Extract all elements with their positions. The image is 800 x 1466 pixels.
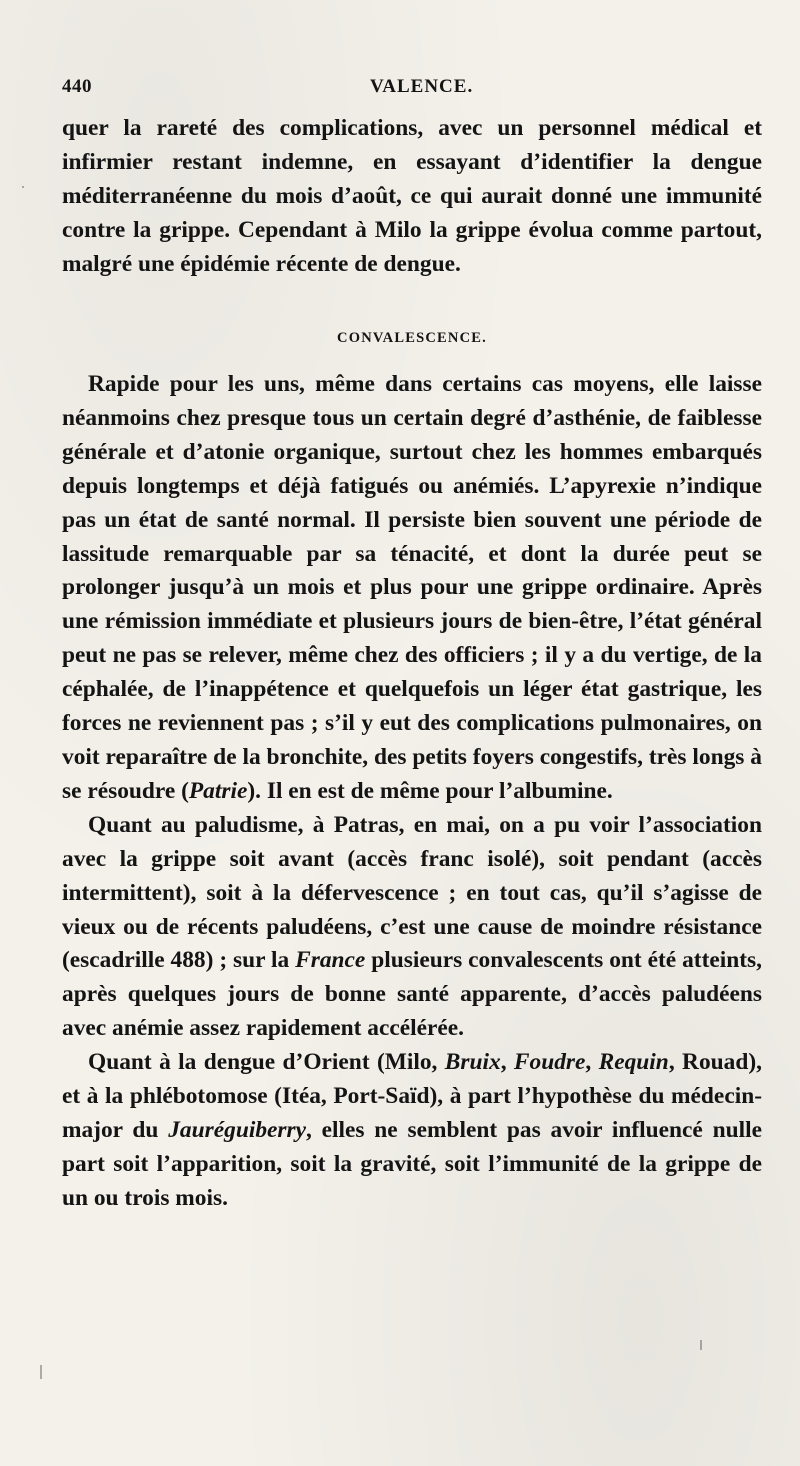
paragraph-dengue bbox=[62, 1046, 762, 1216]
paragraph-text: ). Il en est de même pour l’albumine. bbox=[247, 777, 613, 804]
ship-name: Requin bbox=[598, 1049, 669, 1076]
text-block-main bbox=[62, 368, 762, 1216]
ship-name: France bbox=[295, 947, 366, 974]
paragraph-convalescence bbox=[62, 368, 762, 809]
separator: , bbox=[585, 1049, 599, 1076]
page-number: 440 bbox=[62, 76, 92, 97]
running-title: VALENCE. bbox=[370, 76, 474, 97]
scan-speck bbox=[40, 1365, 42, 1379]
ship-name: Patrie bbox=[188, 777, 248, 804]
paragraph-paludisme bbox=[62, 809, 762, 1046]
running-head bbox=[62, 76, 762, 106]
section-heading: CONVALESCENCE. bbox=[337, 330, 487, 346]
scan-speck bbox=[22, 186, 24, 188]
paragraph-continued: quer la rareté des complications, avec un personnel médical et infirmier restant indemne, en essayant d’identifier la dengue méditerranéenne du mois d’août, ce qui aurait donné une immunité contre la grippe. Cependant à Milo la grippe évolua comme partout, malgré une épidémie récente de dengue. bbox=[62, 115, 762, 277]
ship-name: Foudre bbox=[513, 1049, 586, 1076]
ship-name: Bruix bbox=[444, 1049, 501, 1076]
paragraph-text: Quant à la dengue d’Orient (Milo, bbox=[88, 1049, 445, 1076]
paragraph-text: Rapide pour les uns, même dans certains cas moyens, elle laisse néanmoins chez presque tous un certain degré d’asthénie, de faiblesse générale et d’atonie organique, surtout chez les hommes embarqués depuis longtemps et déjà fatigués ou anémiés. L’apyrexie n’indique pas un état de santé normal. Il persiste bien souvent une période de lassitude remarquable par sa ténacité, et dont la durée peut se prolonger jusqu’à un mois et plus pour une grippe ordinaire. Après une rémission immédiate et plusieurs jours de bien-être, l’état général peut ne pas se relever, même chez des officiers ; il y a du vertige, de la céphalée, de l’inappétence et quelquefois un léger état gastrique, les forces ne reviennent pas ; s’il y eut des complications pulmonaires, on voit reparaître de la bronchite, des petits foyers congestifs, très longs à se résoudre ( bbox=[62, 371, 762, 804]
paragraph-text: , Rouad), et à la phlébotomose (Itéa, Port-Saïd), à part l’hypothèse du médecin-major du bbox=[62, 1049, 762, 1143]
paragraph-text: , elles ne semblent pas avoir influencé nulle part soit l’apparition, soit la gravité, soit l’immunité de la grippe de un ou trois mois. bbox=[62, 1116, 762, 1211]
ship-name: Jauréguiberry bbox=[168, 1116, 306, 1143]
text-block-top bbox=[62, 112, 762, 282]
separator: , bbox=[500, 1049, 514, 1076]
paragraph-text: Quant au paludisme, à Patras, en mai, on a pu voir l’association avec la grippe soit avant (accès franc isolé), soit pendant (accès intermittent), soit à la défervescence ; en tout cas, qu’il s’agisse de vieux ou de récents paludéens, c’est une cause de moindre résistance (escadrille 488) ; sur la bbox=[62, 811, 762, 974]
scan-speck bbox=[700, 1340, 702, 1350]
paragraph-text: plusieurs convalescents ont été atteints, après quelques jours de bonne santé apparente, d’accès paludéens avec anémie assez rapidement accélérée. bbox=[62, 947, 762, 1042]
